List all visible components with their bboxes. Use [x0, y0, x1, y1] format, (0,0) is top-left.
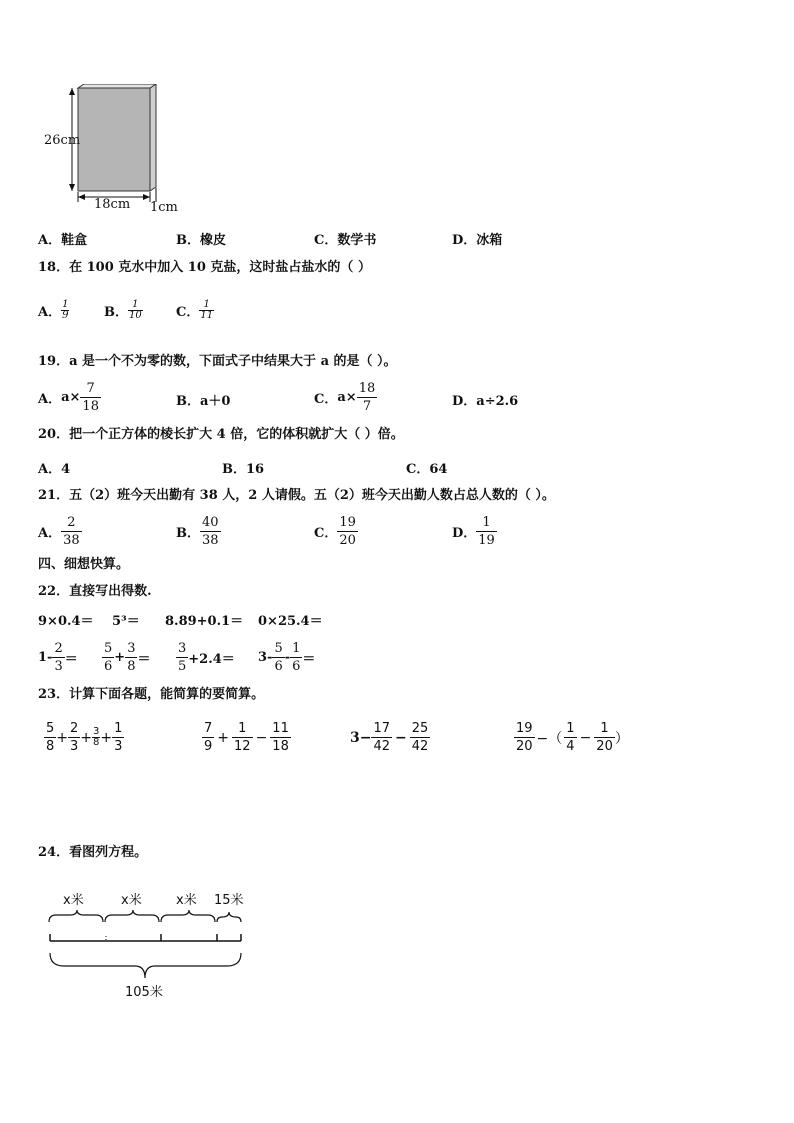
- question-23: 23．计算下面各题，能简算的要简算。: [38, 687, 265, 702]
- segment-label-1: x米: [63, 893, 84, 908]
- depth-label: 1cm: [150, 200, 178, 215]
- q23-expression-1: $\frac{5}{8}$ + $\frac{2}{3}$ + $\frac{3}{8}$ + $\frac{1}{3}$: [46, 721, 123, 754]
- fraction: $\frac{1}{12}$: [234, 721, 251, 754]
- fraction: $\frac{5}{6}$: [104, 641, 113, 674]
- fraction: $\frac{1}{19}$: [478, 515, 495, 548]
- fraction: $\frac{1}{4}$: [566, 721, 575, 754]
- q22-item-3: 8.89+0.1＝: [165, 614, 244, 629]
- fraction: $\frac{18}{7}$: [358, 381, 376, 414]
- fraction: $\frac{2}{3}$: [70, 721, 79, 754]
- q20-option-a: A．4: [38, 462, 71, 477]
- segment-label-3: x米: [176, 893, 197, 908]
- question-19: 19．a 是一个不为零的数，下面式子中结果大于 a 的是（ ）。: [38, 354, 397, 369]
- fraction: $\frac{3}{5}$: [178, 641, 187, 674]
- q22-item-2: 5³＝: [112, 614, 140, 629]
- q22-item-7: $\frac{3}{5}$ +2.4＝: [178, 641, 235, 674]
- fraction: $\frac{19}{20}$: [339, 515, 356, 548]
- height-label: 26cm: [44, 133, 81, 148]
- fraction: $\frac{5}{8}$: [46, 721, 55, 754]
- fraction: $\frac{19}{20}$: [516, 721, 533, 754]
- q22-item-1: 9×0.4＝: [38, 614, 94, 629]
- q19-option-b: B．a＋0: [176, 394, 231, 409]
- fraction: $\frac{1}{20}$: [596, 721, 613, 754]
- q21-option-a: A． $\frac{2}{38}$: [38, 515, 80, 548]
- q23-expression-2: $\frac{7}{9}$ + $\frac{1}{12}$ − $\frac{11}{18}$: [204, 721, 289, 754]
- q22-item-6: $\frac{5}{6}$ + $\frac{3}{8}$ ＝: [104, 641, 151, 674]
- fraction: $\frac{17}{42}$: [373, 721, 391, 754]
- q22-item-8: 3- $\frac{5}{6}$ - $\frac{1}{6}$ ＝: [258, 641, 316, 674]
- fraction: $\frac{2}{3}$: [54, 641, 63, 674]
- fraction: $\frac{1}{9}$: [62, 299, 69, 321]
- q21-option-b: B． $\frac{40}{38}$: [176, 515, 219, 548]
- q21-option-d: D． $\frac{1}{19}$: [452, 515, 495, 548]
- q17-option-a: A．鞋盒: [38, 233, 88, 248]
- fraction: $\frac{1}{6}$: [292, 641, 301, 674]
- q17-option-d: D．冰箱: [452, 233, 503, 248]
- fraction: $\frac{5}{6}$: [274, 641, 283, 674]
- fraction: $\frac{3}{8}$: [127, 641, 136, 674]
- q18-option-b: B． $\frac{1}{10}$: [104, 299, 142, 321]
- question-24: 24．看图列方程。: [38, 845, 148, 860]
- question-20: 20．把一个正方体的棱长扩大 4 倍，它的体积就扩大（ ）倍。: [38, 427, 404, 442]
- fraction: $\frac{25}{42}$: [411, 721, 429, 754]
- segment-label-4: 15米: [214, 893, 244, 908]
- total-label: 105米: [125, 985, 163, 1000]
- q20-option-b: B．16: [222, 462, 265, 477]
- fraction: $\frac{40}{38}$: [202, 515, 219, 548]
- fraction: $\frac{7}{9}$: [204, 721, 213, 754]
- fraction: $\frac{2}{38}$: [63, 515, 80, 548]
- width-label: 18cm: [94, 197, 131, 212]
- fraction: $\frac{1}{10}$: [129, 299, 142, 321]
- q22-item-5: 1- $\frac{2}{3}$ ＝: [38, 641, 78, 674]
- question-18: 18．在 100 克水中加入 10 克盐，这时盐占盐水的（ ）: [38, 260, 371, 275]
- q23-expression-4: $\frac{19}{20}$ −（ $\frac{1}{4}$ − $\frac{1}{20}$ ）: [516, 721, 629, 754]
- fraction: $\frac{1}{3}$: [114, 721, 123, 754]
- q19-option-d: D．a÷2.6: [452, 394, 519, 409]
- q17-option-b: B．橡皮: [176, 233, 227, 248]
- q19-option-a: A． a× $\frac{7}{18}$: [38, 381, 99, 414]
- fraction: $\frac{1}{11}$: [200, 299, 214, 321]
- q23-expression-3: 3− $\frac{17}{42}$ − $\frac{25}{42}$: [350, 721, 429, 754]
- section-heading: 四、细想快算。: [38, 557, 130, 572]
- q17-option-c: C．数学书: [314, 233, 377, 248]
- q19-option-c: C． a× $\frac{18}{7}$: [314, 381, 376, 414]
- q18-option-c: C． $\frac{1}{11}$: [176, 299, 214, 321]
- q18-option-a: A． $\frac{1}{9}$: [38, 299, 69, 321]
- q21-option-c: C． $\frac{19}{20}$: [314, 515, 356, 548]
- q22-item-4: 0×25.4＝: [258, 614, 323, 629]
- fraction: $\frac{3}{8}$: [93, 726, 100, 748]
- fraction: $\frac{11}{18}$: [272, 721, 289, 754]
- fraction: $\frac{7}{18}$: [82, 381, 99, 414]
- q20-option-c: C．64: [406, 462, 448, 477]
- segment-label-2: x米: [121, 893, 142, 908]
- question-21: 21．五（2）班今天出勤有 38 人，2 人请假。五（2）班今天出勤人数占总人数的（ ）。: [38, 488, 555, 503]
- question-22: 22．直接写出得数.: [38, 584, 152, 599]
